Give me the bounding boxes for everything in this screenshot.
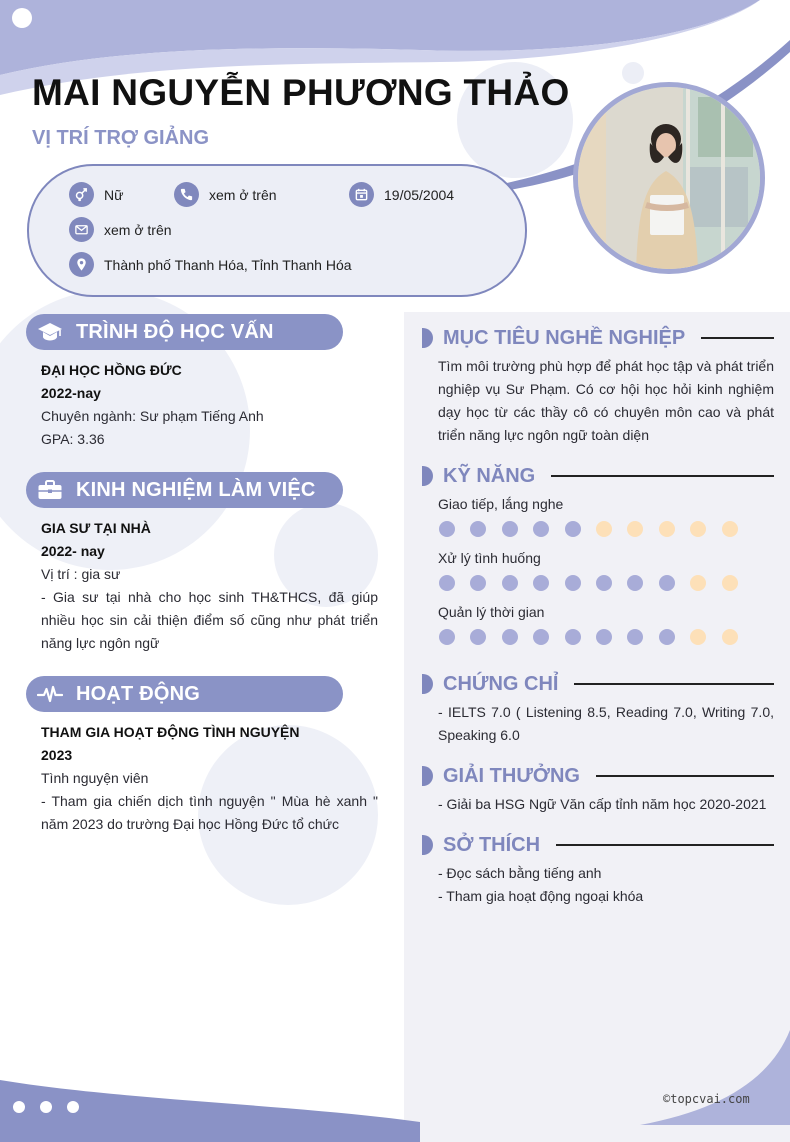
skill-dot-filled [596,629,612,645]
objective-title: MỤC TIÊU NGHỀ NGHIỆP [443,326,686,349]
decorative-dot [67,1101,79,1113]
skill-dot-filled [627,629,643,645]
skill-name: Xử lý tình huống [438,550,541,566]
contact-phone [174,182,277,207]
hobbies-title: SỞ THÍCH [443,833,541,856]
candidate-name: MAI NGUYỄN PHƯƠNG THẢO [32,72,570,113]
skill-name: Giao tiếp, lắng nghe [438,496,564,512]
hobby-item: - Tham gia hoạt động ngoại khóa [438,888,644,904]
education-period: 2022-nay [41,385,101,401]
contact-address [69,252,352,277]
awards-text-block [438,793,774,816]
experience-role: Vị trí : gia sư [41,566,121,582]
section-marker [422,328,433,348]
section-header-certificates [422,672,774,696]
activity-year: 2023 [41,747,73,763]
skill-dot-filled [502,575,518,591]
skill-dot-empty [722,575,738,591]
graduation-cap-icon [36,320,64,344]
skill-rating [439,575,753,591]
skill-dot-empty [627,521,643,537]
education-gpa: GPA: 3.36 [41,431,105,447]
objective-text-block [438,355,774,447]
phone-icon [174,182,199,207]
section-header-experience [26,472,343,508]
section-marker [422,674,433,694]
skill-dot-filled [533,521,549,537]
skills-title: KỸ NĂNG [443,464,536,487]
decorative-dots [13,1101,94,1113]
skill-dot-filled [439,629,455,645]
section-header-awards [422,764,774,788]
skill-dot-empty [690,575,706,591]
section-divider [551,475,774,477]
address-value: Thành phố Thanh Hóa, Tỉnh Thanh Hóa [104,256,352,273]
skill-dot-filled [659,575,675,591]
section-divider [596,775,774,777]
skill-rating [439,521,753,537]
section-divider [574,683,774,685]
section-divider [556,844,774,846]
skill-dot-filled [470,521,486,537]
activity-pulse-icon [36,682,64,706]
skill-rating [439,629,753,645]
decorative-dot [13,1101,25,1113]
activity-name: THAM GIA HOẠT ĐỘNG TÌNH NGUYỆN [41,724,300,740]
contact-info-card [27,164,527,297]
skill-dot-empty [596,521,612,537]
skill-dot-filled [502,629,518,645]
skill-dot-filled [470,629,486,645]
skill-dot-empty [659,521,675,537]
section-divider [701,337,774,339]
section-header-education [26,314,343,350]
experience-title: KINH NGHIỆM LÀM VIỆC [76,478,316,501]
contact-gender [69,182,123,207]
education-entry [41,359,378,451]
skill-dot-filled [659,629,675,645]
email-value: xem ở trên [104,221,172,238]
activities-entry [41,721,378,836]
gender-value: Nữ [104,186,124,203]
skill-dot-filled [533,629,549,645]
contact-email [69,217,172,242]
certificates-text-block [438,701,774,747]
objective-text: Tìm môi trường phù hợp để phát học tập và phát triển nghiệp vụ Sư Phạm. Có cơ hội học hỏi kinh nghiệm dạy học từ các thầy cô có chuyên môn cao và phát triển năng lực ngôn ngữ toàn diện [438,358,774,443]
section-header-objective [422,326,774,350]
experience-description: - Gia sư tại nhà cho học sinh TH&THCS, đã giúp nhiều học sin cải thiện điểm số cũng như phát triển năng lực ngôn ngữ [41,589,378,651]
activities-title: HOẠT ĐỘNG [76,682,201,705]
job-position: VỊ TRÍ TRỢ GIẢNG [32,127,210,149]
skill-dot-filled [627,575,643,591]
skill-dot-filled [565,629,581,645]
section-marker [422,766,433,786]
awards-text: - Giải ba HSG Ngữ Văn cấp tỉnh năm học 2020-2021 [438,796,767,812]
section-header-activities [26,676,343,712]
hobbies-list [438,862,774,908]
certificates-title: CHỨNG CHỈ [443,672,559,695]
experience-company: GIA SƯ TẠI NHÀ [41,520,151,536]
education-school: ĐẠI HỌC HỒNG ĐỨC [41,362,182,378]
skill-dot-empty [722,521,738,537]
activity-role: Tình nguyện viên [41,770,149,786]
section-header-skills [422,464,774,488]
phone-value: xem ở trên [209,186,277,203]
skill-dot-empty [722,629,738,645]
experience-entry [41,517,378,655]
education-major: Chuyên ngành: Sư phạm Tiếng Anh [41,408,264,424]
skill-dot-filled [565,575,581,591]
activity-description: - Tham gia chiến dịch tình nguyện " Mùa hè xanh " năm 2023 do trường Đại học Hồng Đức tổ chức [41,793,378,832]
skill-dot-filled [439,575,455,591]
skill-dot-filled [533,575,549,591]
awards-title: GIẢI THƯỞNG [443,764,580,787]
experience-period: 2022- nay [41,543,105,559]
briefcase-icon [36,478,64,502]
skill-dot-filled [565,521,581,537]
skill-dot-filled [439,521,455,537]
profile-photo [573,82,765,274]
skill-name: Quản lý thời gian [438,604,545,620]
watermark: ©topcvai.com [663,1092,750,1106]
skill-dot-filled [470,575,486,591]
profile-photo-illustration [578,87,760,269]
email-icon [69,217,94,242]
skill-dot-empty [690,521,706,537]
hobby-item: - Đọc sách bằng tiếng anh [438,865,602,881]
education-title: TRÌNH ĐỘ HỌC VẤN [76,320,274,343]
skill-dot-filled [502,521,518,537]
location-icon [69,252,94,277]
birthday-value: 19/05/2004 [384,186,455,203]
section-header-hobbies [422,833,774,857]
decorative-dot [40,1101,52,1113]
skill-dot-empty [690,629,706,645]
skill-dot-filled [596,575,612,591]
contact-birthday [349,182,454,207]
calendar-icon [349,182,374,207]
section-marker [422,466,433,486]
certificates-text: - IELTS 7.0 ( Listening 8.5, Reading 7.0, Writing 7.0, Speaking 6.0 [438,704,774,743]
gender-icon [69,182,94,207]
section-marker [422,835,433,855]
